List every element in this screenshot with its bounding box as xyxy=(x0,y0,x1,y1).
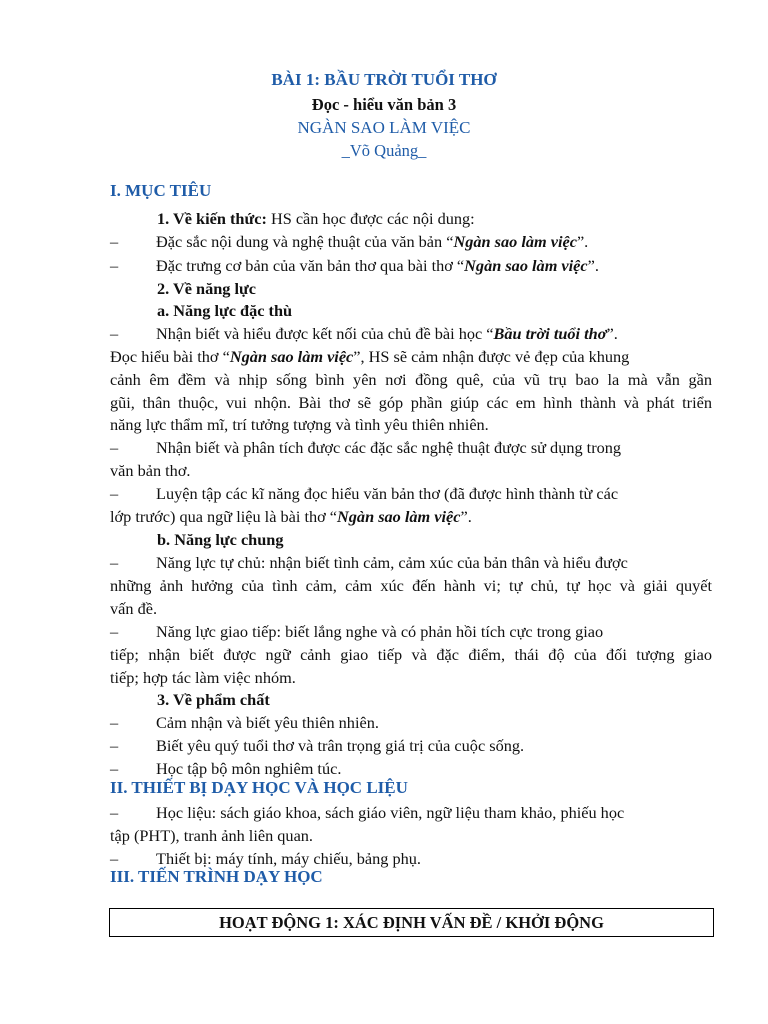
paragraph-line: gũi, thân thuộc, vui nhộn. Bài thơ sẽ góp phần giúp các em hình thành và phát triển xyxy=(110,393,712,412)
paragraph-line xyxy=(110,482,712,505)
paragraph-line xyxy=(110,551,712,574)
text: Năng lực tự chủ: nhận biết tình cảm, cảm xúc của bản thân và hiểu được xyxy=(156,553,628,572)
emphasis: Ngàn sao làm việc xyxy=(453,232,577,251)
author-name: _Võ Quảng_ xyxy=(341,141,427,160)
bullet: – xyxy=(110,736,119,755)
emphasis: Bầu trời tuổi thơ xyxy=(493,324,607,343)
paragraph-line xyxy=(110,620,712,643)
text: Năng lực giao tiếp: biết lắng nghe và có phản hồi tích cực trong giao xyxy=(156,622,604,641)
text: Học liệu: sách giáo khoa, sách giáo viên, ngữ liệu tham khảo, phiếu học xyxy=(156,803,625,822)
paragraph-line: vấn đề. xyxy=(110,599,158,618)
ability-heading: 2. Về năng lực xyxy=(157,279,257,298)
bullet: – xyxy=(110,324,119,343)
paragraph-line xyxy=(110,322,712,345)
text: Biết yêu quý tuổi thơ và trân trọng giá trị của cuộc sống. xyxy=(156,736,525,755)
knowledge-heading: 1. Về kiến thức: xyxy=(157,209,267,228)
text: ”. xyxy=(606,324,618,343)
paragraph-line xyxy=(110,505,712,528)
list-item xyxy=(110,254,712,277)
bullet: – xyxy=(110,622,119,641)
lesson-title: BÀI 1: BẦU TRỜI TUỔI THƠ xyxy=(271,70,497,89)
paragraph-line xyxy=(110,345,712,368)
paragraph-line: những ảnh hưởng của tình cảm, cảm xúc đến hành vi; tự chủ, tự học và giải quyết xyxy=(110,576,712,595)
paragraph-line: tập (PHT), tranh ảnh liên quan. xyxy=(110,826,314,845)
section-objectives-title: I. MỤC TIÊU xyxy=(110,181,212,200)
bullet: – xyxy=(110,256,119,275)
paragraph-line: cảnh êm đềm và nhịp sống bình yên nơi đồng quê, của vũ trụ bao la mà vẫn gần xyxy=(110,370,712,389)
list-item xyxy=(110,757,712,780)
text: Học tập bộ môn nghiêm túc. xyxy=(156,759,342,778)
bullet: – xyxy=(110,759,119,778)
emphasis: Ngàn sao làm việc xyxy=(464,256,588,275)
bullet: – xyxy=(110,849,119,868)
reading-subtitle: Đọc - hiểu văn bản 3 xyxy=(311,95,457,114)
text: Cảm nhận và biết yêu thiên nhiên. xyxy=(156,713,379,732)
text: ”. xyxy=(460,507,472,526)
text: ”, HS sẽ cảm nhận được vẻ đẹp của khung xyxy=(353,347,630,366)
bullet: – xyxy=(110,713,119,732)
knowledge-intro: HS cần học được các nội dung: xyxy=(266,209,475,228)
specific-ability-heading: a. Năng lực đặc thù xyxy=(157,301,293,320)
quality-heading: 3. Về phẩm chất xyxy=(157,690,270,709)
paragraph-line: tiếp; hợp tác làm việc nhóm. xyxy=(110,668,296,687)
general-ability-heading: b. Năng lực chung xyxy=(157,530,284,549)
list-item xyxy=(110,711,712,734)
paragraph-line: năng lực thẩm mĩ, trí tưởng tượng và tình yêu thiên nhiên. xyxy=(110,415,489,434)
list-item xyxy=(110,230,712,253)
text: Đặc sắc nội dung và nghệ thuật của văn bản “ xyxy=(156,232,454,251)
bullet: – xyxy=(110,803,119,822)
bullet: – xyxy=(110,232,119,251)
paragraph-line: tiếp; nhận biết được ngữ cảnh giao tiếp và đặc điểm, thái độ của đối tượng giao xyxy=(110,645,712,664)
emphasis: Ngàn sao làm việc xyxy=(337,507,461,526)
poem-title: NGÀN SAO LÀM VIỆC xyxy=(297,118,471,137)
paragraph-line xyxy=(110,801,712,824)
text: ”. xyxy=(587,256,599,275)
paragraph-line: văn bản thơ. xyxy=(110,461,191,480)
text: Luyện tập các kĩ năng đọc hiểu văn bản thơ (đã được hình thành từ các xyxy=(156,484,619,503)
text: Nhận biết và phân tích được các đặc sắc nghệ thuật được sử dụng trong xyxy=(156,438,622,457)
bullet: – xyxy=(110,553,119,572)
text: ”. xyxy=(576,232,589,251)
text: lớp trước) qua ngữ liệu là bài thơ “ xyxy=(110,507,338,526)
section-process-title: III. TIẾN TRÌNH DẠY HỌC xyxy=(110,867,323,886)
emphasis: Ngàn sao làm việc xyxy=(229,347,354,366)
activity-box: HOẠT ĐỘNG 1: XÁC ĐỊNH VẤN ĐỀ / KHỞI ĐỘNG xyxy=(109,908,714,937)
section-equipment-title: II. THIẾT BỊ DẠY HỌC VÀ HỌC LIỆU xyxy=(110,778,408,797)
text: Đọc hiểu bài thơ “ xyxy=(110,347,230,366)
list-item xyxy=(110,734,712,757)
text: Nhận biết và hiểu được kết nối của chủ đề bài học “ xyxy=(156,324,494,343)
text: Thiết bị: máy tính, máy chiếu, bảng phụ. xyxy=(156,849,421,868)
paragraph-line xyxy=(110,436,712,459)
text: Đặc trưng cơ bản của văn bản thơ qua bài thơ “ xyxy=(156,256,465,275)
bullet: – xyxy=(110,438,119,457)
knowledge-line xyxy=(157,207,712,230)
bullet: – xyxy=(110,484,119,503)
